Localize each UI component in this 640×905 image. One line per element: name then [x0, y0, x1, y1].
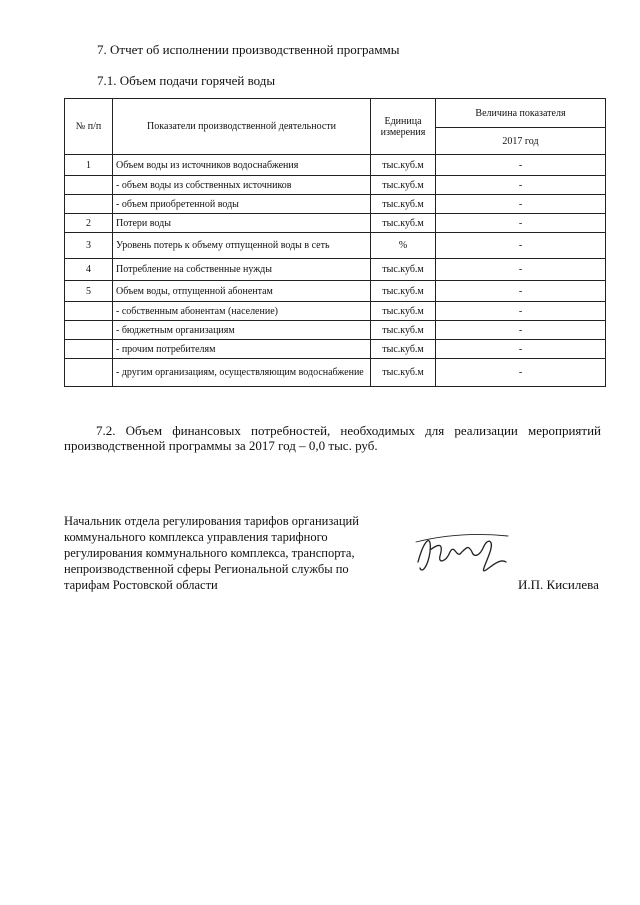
- table-row: [65, 176, 606, 195]
- row-value: -: [436, 302, 606, 321]
- row-label: Уровень потерь к объему отпущенной воды в сеть: [113, 233, 371, 259]
- row-unit: тыс.куб.м: [371, 214, 436, 233]
- row-unit: тыс.куб.м: [371, 321, 436, 340]
- row-label: Потери воды: [113, 214, 371, 233]
- row-value: -: [436, 214, 606, 233]
- header-unit: Единица измерения: [371, 99, 436, 155]
- row-num: 1: [65, 155, 113, 176]
- row-label: - собственным абонентам (население): [113, 302, 371, 321]
- table-row: [65, 359, 606, 387]
- table-row: [65, 281, 606, 302]
- signature-title-line: тарифам Ростовской области: [64, 578, 218, 592]
- row-unit: тыс.куб.м: [371, 155, 436, 176]
- row-unit: тыс.куб.м: [371, 195, 436, 214]
- row-num: [65, 321, 113, 340]
- header-year: 2017 год: [436, 128, 606, 155]
- header-indicator: Показатели производственной деятельности: [113, 99, 371, 155]
- row-label: - прочим потребителям: [113, 340, 371, 359]
- row-num: 3: [65, 233, 113, 259]
- row-num: 4: [65, 259, 113, 281]
- row-label: Потребление на собственные нужды: [113, 259, 371, 281]
- row-label: Объем воды из источников водоснабжения: [113, 155, 371, 176]
- row-value: -: [436, 195, 606, 214]
- row-num: [65, 302, 113, 321]
- paragraph-7-2: 7.2. Объем финансовых потребностей, необходимых для реализации мероприятий производственной программы за 2017 год – 0,0 тыс. руб.: [64, 423, 601, 453]
- row-value: -: [436, 359, 606, 387]
- row-label: - бюджетным организациям: [113, 321, 371, 340]
- header-value-group: Величина показателя: [436, 99, 606, 128]
- row-num: [65, 340, 113, 359]
- row-label: - объем приобретенной воды: [113, 195, 371, 214]
- row-num: [65, 176, 113, 195]
- row-label: - другим организациям, осуществляющим водоснабжение: [113, 359, 371, 387]
- row-num: [65, 359, 113, 387]
- row-value: -: [436, 259, 606, 281]
- section-title: 7. Отчет об исполнении производственной программы: [97, 42, 400, 57]
- row-num: [65, 195, 113, 214]
- row-unit: тыс.куб.м: [371, 302, 436, 321]
- subsection-title: 7.1. Объем подачи горячей воды: [97, 73, 276, 88]
- row-unit: тыс.куб.м: [371, 340, 436, 359]
- table-row: [65, 340, 606, 359]
- row-value: -: [436, 233, 606, 259]
- signature-title-line: Начальник отдела регулирования тарифов организаций: [64, 514, 359, 528]
- row-value: -: [436, 281, 606, 302]
- row-unit: тыс.куб.м: [371, 176, 436, 195]
- table-row: [65, 155, 606, 176]
- signature-title-line: непроизводственной сферы Региональной службы по: [64, 562, 349, 576]
- header-num: № п/п: [65, 99, 113, 155]
- signer-name: И.П. Кисилева: [518, 577, 599, 592]
- row-unit: %: [371, 233, 436, 259]
- row-unit: тыс.куб.м: [371, 359, 436, 387]
- row-unit: тыс.куб.м: [371, 259, 436, 281]
- row-unit: тыс.куб.м: [371, 281, 436, 302]
- row-num: 2: [65, 214, 113, 233]
- row-value: -: [436, 155, 606, 176]
- signature-title-line: регулирования коммунального комплекса, транспорта,: [64, 546, 355, 560]
- table-row: [65, 195, 606, 214]
- table-row: [65, 233, 606, 259]
- table-row: [65, 259, 606, 281]
- table-row: [65, 302, 606, 321]
- row-value: -: [436, 176, 606, 195]
- signature-title: [64, 513, 394, 593]
- row-label: Объем воды, отпущенной абонентам: [113, 281, 371, 302]
- row-value: -: [436, 340, 606, 359]
- row-label: - объем воды из собственных источников: [113, 176, 371, 195]
- table-row: [65, 321, 606, 340]
- water-supply-table: [64, 98, 606, 387]
- table-row: [65, 214, 606, 233]
- signature-title-line: коммунального комплекса управления тарифного: [64, 530, 328, 544]
- row-value: -: [436, 321, 606, 340]
- handwritten-signature: [410, 522, 515, 584]
- row-num: 5: [65, 281, 113, 302]
